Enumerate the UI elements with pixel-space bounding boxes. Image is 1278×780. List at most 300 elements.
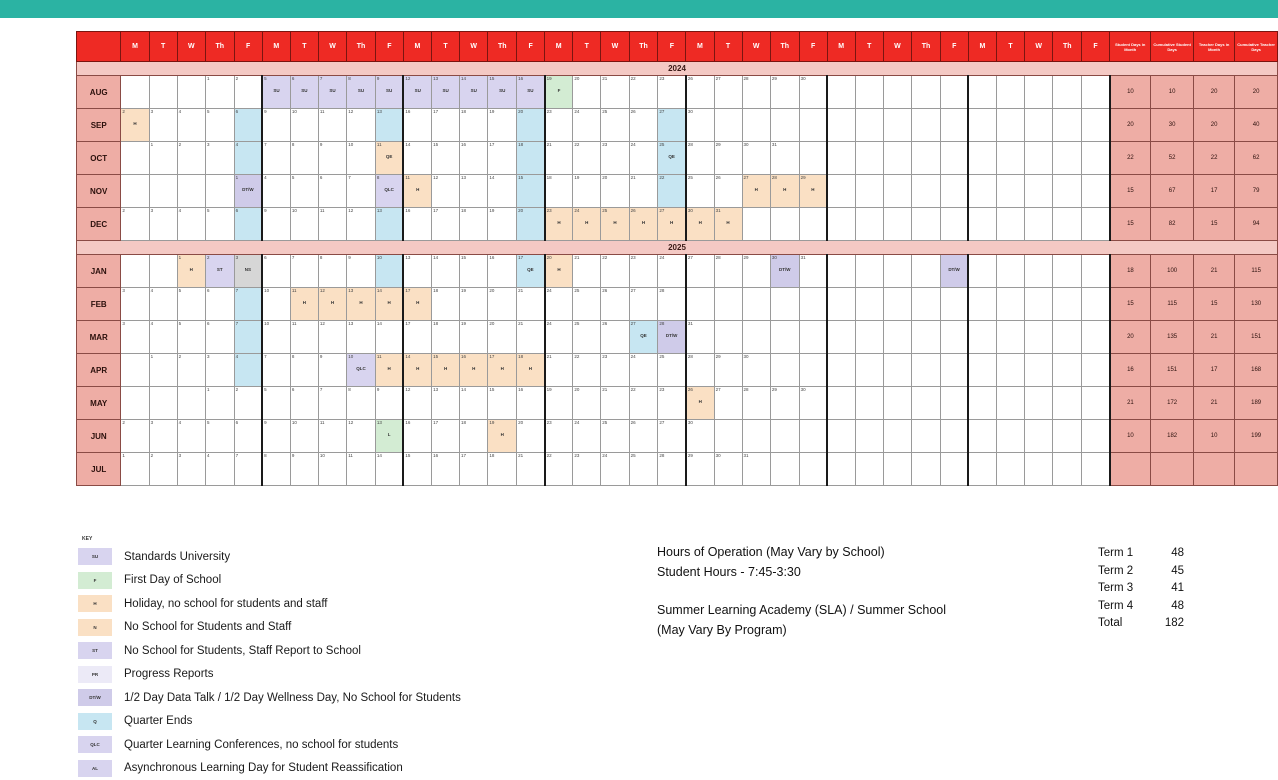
day-cell[interactable] [855,288,883,321]
day-cell[interactable] [290,76,318,109]
day-cell[interactable] [629,420,658,453]
day-cell[interactable] [827,453,855,486]
day-cell[interactable] [488,453,517,486]
day-cell[interactable] [403,175,431,208]
day-cell[interactable] [770,175,799,208]
day-cell[interactable] [770,453,799,486]
day-cell[interactable] [827,321,855,354]
day-cell[interactable] [601,453,629,486]
day-cell[interactable] [883,175,911,208]
day-cell[interactable] [290,175,318,208]
day-cell[interactable] [968,420,996,453]
day-cell[interactable] [573,420,601,453]
day-cell[interactable] [1024,255,1052,288]
day-cell[interactable] [968,387,996,420]
day-cell[interactable] [827,387,855,420]
day-cell[interactable] [940,354,968,387]
day-cell[interactable] [149,420,177,453]
day-cell[interactable] [403,420,431,453]
day-cell[interactable] [262,420,290,453]
day-cell[interactable] [205,354,234,387]
day-cell[interactable] [517,109,545,142]
day-cell[interactable] [177,175,205,208]
day-cell[interactable] [234,321,262,354]
day-cell[interactable] [375,321,403,354]
day-cell[interactable] [121,109,149,142]
day-cell[interactable] [1053,255,1082,288]
day-cell[interactable] [121,453,149,486]
day-cell[interactable] [912,255,941,288]
day-cell[interactable] [262,288,290,321]
day-cell[interactable] [488,255,517,288]
day-cell[interactable] [234,288,262,321]
day-cell[interactable] [883,453,911,486]
day-cell[interactable] [799,288,827,321]
day-cell[interactable] [658,208,686,241]
day-cell[interactable] [347,420,376,453]
day-cell[interactable] [545,354,573,387]
day-cell[interactable] [629,175,658,208]
day-cell[interactable] [855,255,883,288]
day-cell[interactable] [460,354,488,387]
day-cell[interactable] [234,420,262,453]
day-cell[interactable] [318,109,346,142]
day-cell[interactable] [686,255,714,288]
day-cell[interactable] [403,109,431,142]
day-cell[interactable] [883,142,911,175]
day-cell[interactable] [714,255,742,288]
day-cell[interactable] [714,288,742,321]
day-cell[interactable] [827,420,855,453]
day-cell[interactable] [403,288,431,321]
day-cell[interactable] [290,420,318,453]
day-cell[interactable] [375,420,403,453]
day-cell[interactable] [658,420,686,453]
day-cell[interactable] [545,142,573,175]
day-cell[interactable] [488,420,517,453]
day-cell[interactable] [658,387,686,420]
day-cell[interactable] [1082,255,1110,288]
day-cell[interactable] [488,76,517,109]
day-cell[interactable] [432,208,460,241]
day-cell[interactable] [347,321,376,354]
day-cell[interactable] [1082,387,1110,420]
day-cell[interactable] [714,387,742,420]
day-cell[interactable] [1053,288,1082,321]
day-cell[interactable] [262,76,290,109]
day-cell[interactable] [262,321,290,354]
day-cell[interactable] [517,255,545,288]
day-cell[interactable] [686,321,714,354]
day-cell[interactable] [799,208,827,241]
day-cell[interactable] [1053,387,1082,420]
day-cell[interactable] [997,288,1025,321]
day-cell[interactable] [177,453,205,486]
day-cell[interactable] [742,208,770,241]
day-cell[interactable] [940,288,968,321]
day-cell[interactable] [347,387,376,420]
day-cell[interactable] [460,255,488,288]
day-cell[interactable] [658,109,686,142]
day-cell[interactable] [686,420,714,453]
day-cell[interactable] [601,354,629,387]
day-cell[interactable] [318,387,346,420]
day-cell[interactable] [714,142,742,175]
day-cell[interactable] [318,321,346,354]
day-cell[interactable] [1082,420,1110,453]
day-cell[interactable] [460,76,488,109]
day-cell[interactable] [997,109,1025,142]
day-cell[interactable] [968,142,996,175]
day-cell[interactable] [545,420,573,453]
day-cell[interactable] [686,354,714,387]
day-cell[interactable] [121,420,149,453]
day-cell[interactable] [601,208,629,241]
day-cell[interactable] [1024,288,1052,321]
day-cell[interactable] [883,321,911,354]
day-cell[interactable] [318,175,346,208]
day-cell[interactable] [912,76,941,109]
day-cell[interactable] [573,175,601,208]
day-cell[interactable] [234,208,262,241]
day-cell[interactable] [1053,321,1082,354]
day-cell[interactable] [629,76,658,109]
day-cell[interactable] [121,142,149,175]
day-cell[interactable] [290,354,318,387]
day-cell[interactable] [290,387,318,420]
day-cell[interactable] [770,142,799,175]
day-cell[interactable] [827,255,855,288]
day-cell[interactable] [545,76,573,109]
day-cell[interactable] [347,109,376,142]
day-cell[interactable] [234,109,262,142]
day-cell[interactable] [770,76,799,109]
day-cell[interactable] [205,142,234,175]
day-cell[interactable] [432,288,460,321]
day-cell[interactable] [601,175,629,208]
day-cell[interactable] [262,142,290,175]
day-cell[interactable] [658,142,686,175]
day-cell[interactable] [827,76,855,109]
day-cell[interactable] [290,288,318,321]
day-cell[interactable] [149,142,177,175]
day-cell[interactable] [912,288,941,321]
day-cell[interactable] [686,208,714,241]
day-cell[interactable] [517,321,545,354]
day-cell[interactable] [799,321,827,354]
day-cell[interactable] [488,142,517,175]
day-cell[interactable] [1053,175,1082,208]
day-cell[interactable] [460,175,488,208]
day-cell[interactable] [658,175,686,208]
day-cell[interactable] [375,109,403,142]
day-cell[interactable] [545,208,573,241]
day-cell[interactable] [883,354,911,387]
day-cell[interactable] [290,208,318,241]
day-cell[interactable] [1024,321,1052,354]
day-cell[interactable] [290,321,318,354]
day-cell[interactable] [460,109,488,142]
day-cell[interactable] [912,420,941,453]
day-cell[interactable] [1024,76,1052,109]
day-cell[interactable] [517,288,545,321]
day-cell[interactable] [601,420,629,453]
day-cell[interactable] [714,109,742,142]
day-cell[interactable] [629,321,658,354]
day-cell[interactable] [460,142,488,175]
day-cell[interactable] [432,175,460,208]
day-cell[interactable] [545,109,573,142]
day-cell[interactable] [997,321,1025,354]
day-cell[interactable] [742,387,770,420]
day-cell[interactable] [912,109,941,142]
day-cell[interactable] [1053,109,1082,142]
day-cell[interactable] [545,387,573,420]
day-cell[interactable] [742,420,770,453]
day-cell[interactable] [347,208,376,241]
day-cell[interactable] [149,387,177,420]
day-cell[interactable] [205,208,234,241]
day-cell[interactable] [770,288,799,321]
day-cell[interactable] [573,208,601,241]
day-cell[interactable] [318,354,346,387]
day-cell[interactable] [1053,354,1082,387]
day-cell[interactable] [177,420,205,453]
day-cell[interactable] [601,76,629,109]
day-cell[interactable] [629,208,658,241]
day-cell[interactable] [968,453,996,486]
day-cell[interactable] [629,387,658,420]
day-cell[interactable] [1082,208,1110,241]
day-cell[interactable] [997,453,1025,486]
day-cell[interactable] [1024,142,1052,175]
day-cell[interactable] [1082,354,1110,387]
day-cell[interactable] [149,453,177,486]
day-cell[interactable] [968,321,996,354]
day-cell[interactable] [997,142,1025,175]
day-cell[interactable] [375,453,403,486]
day-cell[interactable] [629,109,658,142]
day-cell[interactable] [968,255,996,288]
day-cell[interactable] [318,142,346,175]
day-cell[interactable] [601,255,629,288]
day-cell[interactable] [601,288,629,321]
day-cell[interactable] [742,354,770,387]
day-cell[interactable] [290,453,318,486]
day-cell[interactable] [262,175,290,208]
day-cell[interactable] [686,453,714,486]
day-cell[interactable] [1082,175,1110,208]
day-cell[interactable] [460,420,488,453]
day-cell[interactable] [799,76,827,109]
day-cell[interactable] [205,255,234,288]
day-cell[interactable] [629,255,658,288]
day-cell[interactable] [545,175,573,208]
day-cell[interactable] [121,354,149,387]
day-cell[interactable] [573,354,601,387]
day-cell[interactable] [432,354,460,387]
day-cell[interactable] [432,387,460,420]
day-cell[interactable] [573,288,601,321]
day-cell[interactable] [177,354,205,387]
day-cell[interactable] [205,109,234,142]
day-cell[interactable] [742,288,770,321]
day-cell[interactable] [375,76,403,109]
day-cell[interactable] [121,255,149,288]
day-cell[interactable] [403,321,431,354]
day-cell[interactable] [517,387,545,420]
day-cell[interactable] [912,387,941,420]
day-cell[interactable] [912,321,941,354]
day-cell[interactable] [827,109,855,142]
day-cell[interactable] [827,175,855,208]
day-cell[interactable] [968,175,996,208]
day-cell[interactable] [517,175,545,208]
day-cell[interactable] [205,387,234,420]
day-cell[interactable] [855,354,883,387]
day-cell[interactable] [432,321,460,354]
day-cell[interactable] [883,288,911,321]
day-cell[interactable] [460,453,488,486]
day-cell[interactable] [658,453,686,486]
day-cell[interactable] [205,175,234,208]
day-cell[interactable] [234,76,262,109]
day-cell[interactable] [940,420,968,453]
day-cell[interactable] [855,142,883,175]
day-cell[interactable] [714,76,742,109]
day-cell[interactable] [517,354,545,387]
day-cell[interactable] [912,175,941,208]
day-cell[interactable] [997,354,1025,387]
day-cell[interactable] [686,109,714,142]
day-cell[interactable] [347,288,376,321]
day-cell[interactable] [432,109,460,142]
day-cell[interactable] [318,208,346,241]
day-cell[interactable] [488,354,517,387]
day-cell[interactable] [545,321,573,354]
day-cell[interactable] [121,288,149,321]
day-cell[interactable] [1082,321,1110,354]
day-cell[interactable] [149,175,177,208]
day-cell[interactable] [432,142,460,175]
day-cell[interactable] [883,420,911,453]
day-cell[interactable] [940,208,968,241]
day-cell[interactable] [799,453,827,486]
day-cell[interactable] [573,142,601,175]
day-cell[interactable] [940,255,968,288]
day-cell[interactable] [658,288,686,321]
day-cell[interactable] [883,387,911,420]
day-cell[interactable] [149,76,177,109]
day-cell[interactable] [573,387,601,420]
day-cell[interactable] [968,288,996,321]
day-cell[interactable] [827,288,855,321]
day-cell[interactable] [1053,420,1082,453]
day-cell[interactable] [714,321,742,354]
day-cell[interactable] [121,175,149,208]
day-cell[interactable] [177,76,205,109]
day-cell[interactable] [714,453,742,486]
day-cell[interactable] [318,453,346,486]
day-cell[interactable] [403,255,431,288]
day-cell[interactable] [1053,208,1082,241]
day-cell[interactable] [1024,387,1052,420]
day-cell[interactable] [997,76,1025,109]
day-cell[interactable] [318,420,346,453]
day-cell[interactable] [121,387,149,420]
day-cell[interactable] [262,208,290,241]
day-cell[interactable] [234,175,262,208]
day-cell[interactable] [488,387,517,420]
day-cell[interactable] [1024,420,1052,453]
day-cell[interactable] [403,453,431,486]
day-cell[interactable] [1082,76,1110,109]
day-cell[interactable] [290,142,318,175]
day-cell[interactable] [883,208,911,241]
day-cell[interactable] [375,208,403,241]
day-cell[interactable] [262,255,290,288]
day-cell[interactable] [205,76,234,109]
day-cell[interactable] [205,420,234,453]
day-cell[interactable] [855,76,883,109]
day-cell[interactable] [799,109,827,142]
day-cell[interactable] [177,109,205,142]
day-cell[interactable] [940,175,968,208]
day-cell[interactable] [742,453,770,486]
day-cell[interactable] [1024,453,1052,486]
day-cell[interactable] [460,288,488,321]
day-cell[interactable] [488,175,517,208]
day-cell[interactable] [629,453,658,486]
day-cell[interactable] [940,76,968,109]
day-cell[interactable] [488,288,517,321]
day-cell[interactable] [375,255,403,288]
day-cell[interactable] [403,208,431,241]
day-cell[interactable] [573,255,601,288]
day-cell[interactable] [855,453,883,486]
day-cell[interactable] [714,354,742,387]
day-cell[interactable] [432,76,460,109]
day-cell[interactable] [347,453,376,486]
day-cell[interactable] [234,387,262,420]
day-cell[interactable] [262,387,290,420]
day-cell[interactable] [940,109,968,142]
day-cell[interactable] [742,255,770,288]
day-cell[interactable] [658,255,686,288]
day-cell[interactable] [545,255,573,288]
day-cell[interactable] [573,76,601,109]
day-cell[interactable] [855,109,883,142]
day-cell[interactable] [1053,453,1082,486]
day-cell[interactable] [177,255,205,288]
day-cell[interactable] [658,76,686,109]
day-cell[interactable] [714,175,742,208]
day-cell[interactable] [658,354,686,387]
day-cell[interactable] [799,387,827,420]
day-cell[interactable] [177,142,205,175]
day-cell[interactable] [742,321,770,354]
day-cell[interactable] [375,354,403,387]
day-cell[interactable] [742,175,770,208]
day-cell[interactable] [1053,142,1082,175]
day-cell[interactable] [855,387,883,420]
day-cell[interactable] [432,420,460,453]
day-cell[interactable] [403,142,431,175]
day-cell[interactable] [121,76,149,109]
day-cell[interactable] [177,288,205,321]
day-cell[interactable] [318,255,346,288]
day-cell[interactable] [432,453,460,486]
